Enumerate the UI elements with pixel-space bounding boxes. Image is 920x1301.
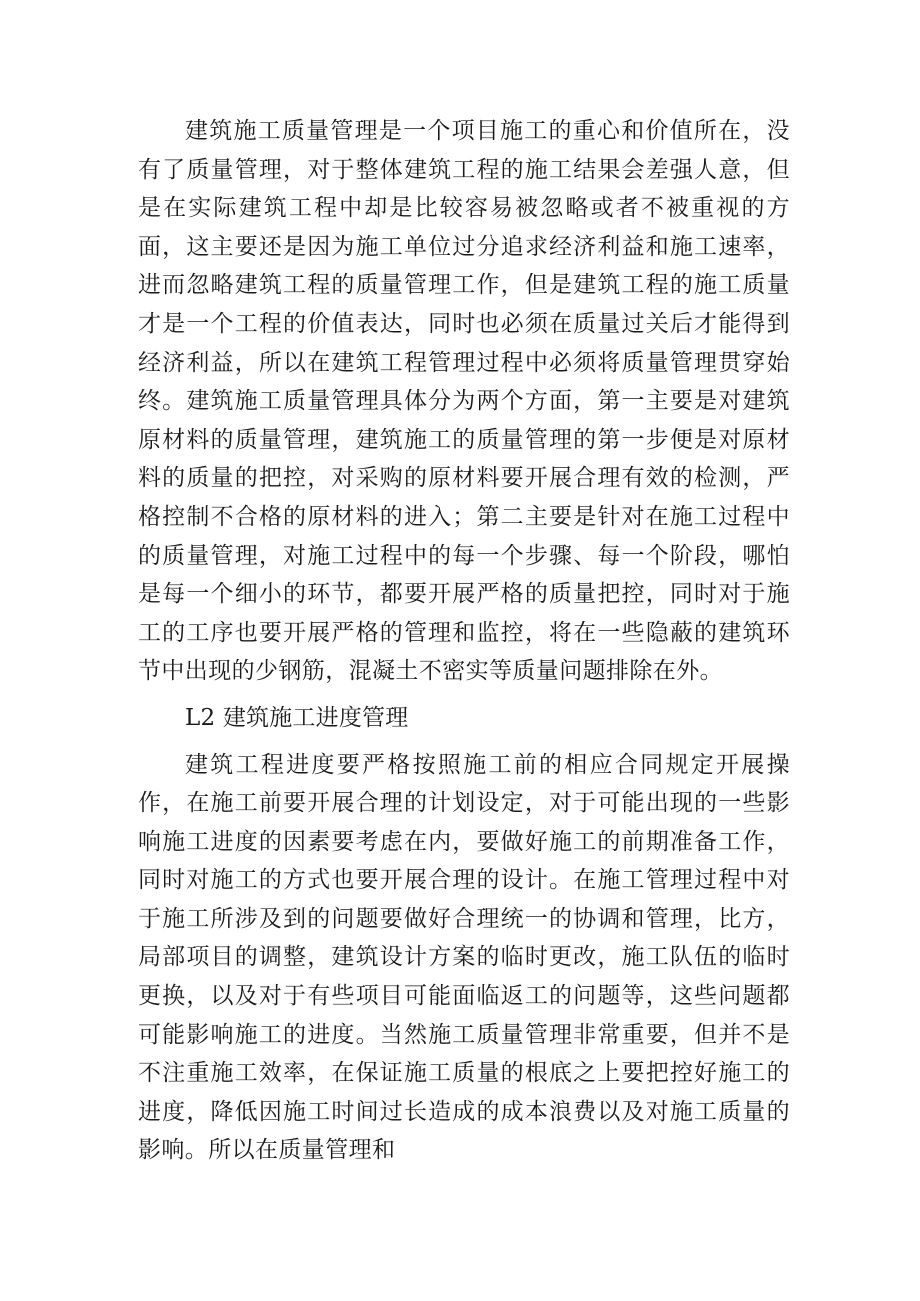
quality-management-paragraph: 建筑施工质量管理是一个项目施工的重心和价值所在，没有了质量管理，对于整体建筑工程的施工结果会差强人意，但是在实际建筑工程中却是比较容易被忽略或者不被重视的方面，这主要还是因为施工单位过分追求经济利益和施工速率，进而忽略建筑工程的质量管理工作，但是建筑工程的施工质量才是一个工程的价值表达，同时也必须在质量过关后才能得到经济利益，所以在建筑工程管理过程中必须将质量管理贯穿始终。建筑施工质量管理具体分为两个方面，第一主要是对建筑原材料的质量管理，建筑施工的质量管理的第一步便是对原材料的质量的把控，对采购的原材料要开展合理有效的检测，严格控制不合格的原材料的进入；第二主要是针对在施工过程中的质量管理，对施工过程中的每一个步骤、每一个阶段，哪怕是每一个细小的环节，都要开展严格的质量把控，同时对于施工的工序也要开展严格的管理和监控，将在一些隐蔽的建筑环节中出现的少钢筋，混凝土不密实等质量问题排除在外。 <box>138 118 790 685</box>
section-heading-progress-management: L2 建筑施工进度管理 <box>185 704 409 731</box>
progress-management-paragraph: 建筑工程进度要严格按照施工前的相应合同规定开展操作，在施工前要开展合理的计划设定，对于可能出现的一些影响施工进度的因素要考虑在内，要做好施工的前期准备工作，同时对施工的方式也要开展合理的设计。在施工管理过程中对于施工所涉及到的问题要做好合理统一的协调和管理，比方，局部项目的调整，建筑设计方案的临时更改，施工队伍的临时更换，以及对于有些项目可能面临返工的问题等，这些问题都可能影响施工的进度。当然施工质量管理非常重要，但并不是不注重施工效率，在保证施工质量的根底之上要把控好施工的进度，降低因施工时间过长造成的成本浪费以及对施工质量的影响。所以在质量管理和 <box>138 751 790 1164</box>
document-page <box>138 112 790 1170</box>
